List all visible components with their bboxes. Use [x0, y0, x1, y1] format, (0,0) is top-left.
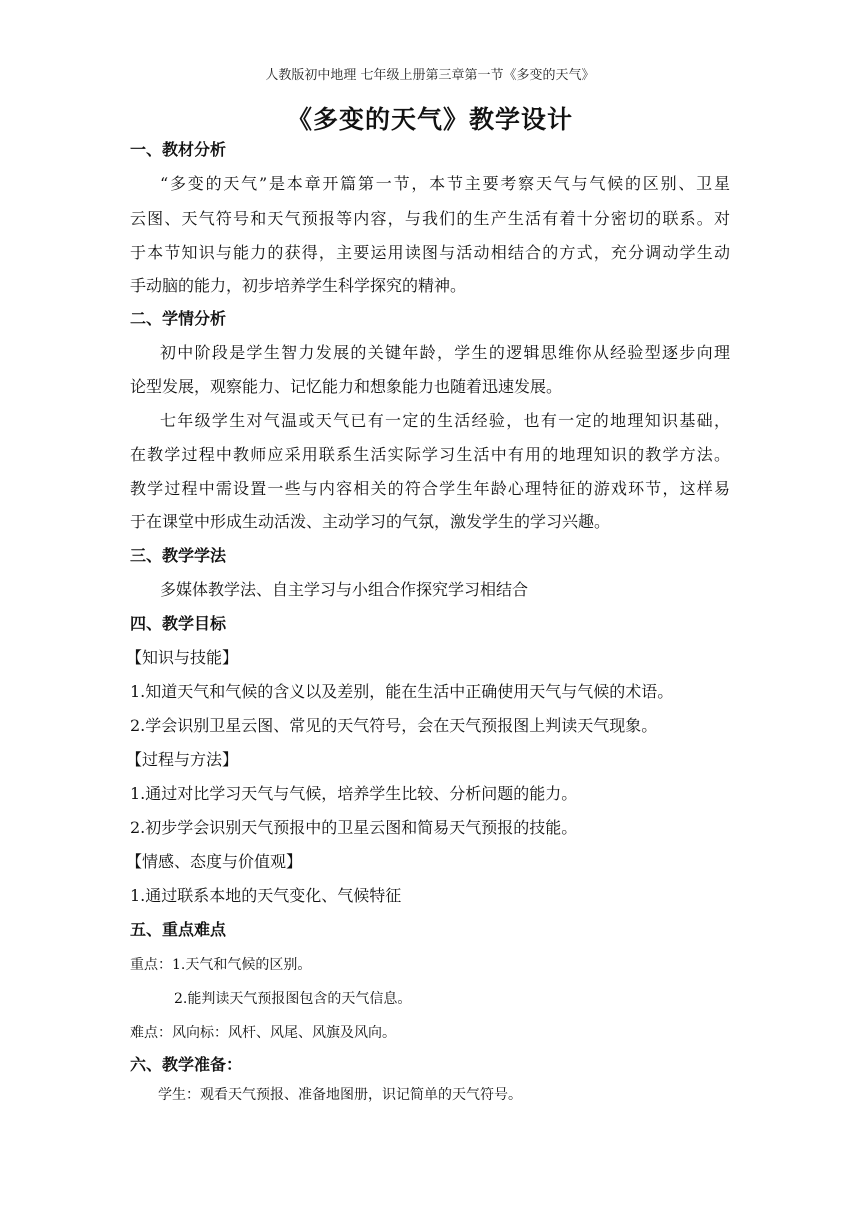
- section-heading: 一、教材分析: [130, 140, 227, 159]
- paragraph-line: 学生：观看天气预报、准备地图册，识记简单的天气符号。: [158, 1087, 522, 1103]
- paragraph-line: “多变的天气”是本章开篇第一节，本节主要考察天气与气候的区别、卫星: [160, 174, 730, 193]
- key-point: 重点：1.天气和气候的区别。: [130, 957, 312, 973]
- paragraph-line: 多媒体教学法、自主学习与小组合作探究学习相结合: [160, 580, 529, 599]
- paragraph-line: 初中阶段是学生智力发展的关键年龄，学生的逻辑思维你从经验型逐步向理: [160, 343, 730, 362]
- subsection-label: 【情感、态度与价值观】: [126, 852, 303, 871]
- page-header: 人教版初中地理 七年级上册第三章第一节《多变的天气》: [265, 68, 595, 83]
- section-heading: 三、教学学法: [130, 546, 227, 565]
- subsection-label: 【过程与方法】: [126, 750, 239, 769]
- section-heading: 五、重点难点: [130, 920, 227, 939]
- list-item: 2.学会识别卫星云图、常见的天气符号，会在天气预报图上判读天气现象。: [130, 716, 658, 735]
- subsection-label: 【知识与技能】: [126, 648, 239, 667]
- paragraph-line: 于本节知识与能力的获得，主要运用读图与活动相结合的方式，充分调动学生动: [130, 243, 730, 262]
- list-item: 1.通过联系本地的天气变化、气候特征: [130, 886, 402, 905]
- section-heading: 六、教学准备：: [130, 1055, 243, 1074]
- list-item: 1.知道天气和气候的含义以及差别，能在生活中正确使用天气与气候的术语。: [130, 682, 674, 701]
- paragraph-line: 七年级学生对气温或天气已有一定的生活经验，也有一定的地理知识基础，: [160, 411, 730, 430]
- list-item: 1.通过对比学习天气与气候，培养学生比较、分析问题的能力。: [130, 784, 578, 803]
- key-point: 2.能判读天气预报图包含的天气信息。: [174, 991, 412, 1007]
- paragraph-line: 论型发展，观察能力、记忆能力和想象能力也随着迅速发展。: [130, 377, 563, 396]
- document-title: 《多变的天气》教学设计: [286, 105, 573, 134]
- section-heading: 四、教学目标: [130, 614, 227, 633]
- paragraph-line: 教学过程中需设置一些与内容相关的符合学生年龄心理特征的游戏环节，这样易: [130, 479, 730, 498]
- section-heading: 二、学情分析: [130, 309, 227, 328]
- paragraph-line: 手动脑的能力，初步培养学生科学探究的精神。: [130, 276, 467, 295]
- difficult-point: 难点：风向标：风杆、风尾、风旗及风向。: [130, 1025, 396, 1041]
- paragraph-line: 云图、天气符号和天气预报等内容，与我们的生产生活有着十分密切的联系。对: [130, 209, 730, 228]
- list-item: 2.初步学会识别天气预报中的卫星云图和简易天气预报的技能。: [130, 818, 578, 837]
- paragraph-line: 于在课堂中形成生动活泼、主动学习的气氛，激发学生的学习兴趣。: [130, 512, 611, 531]
- paragraph-line: 在教学过程中教师应采用联系生活实际学习生活中有用的地理知识的教学方法。: [130, 445, 730, 464]
